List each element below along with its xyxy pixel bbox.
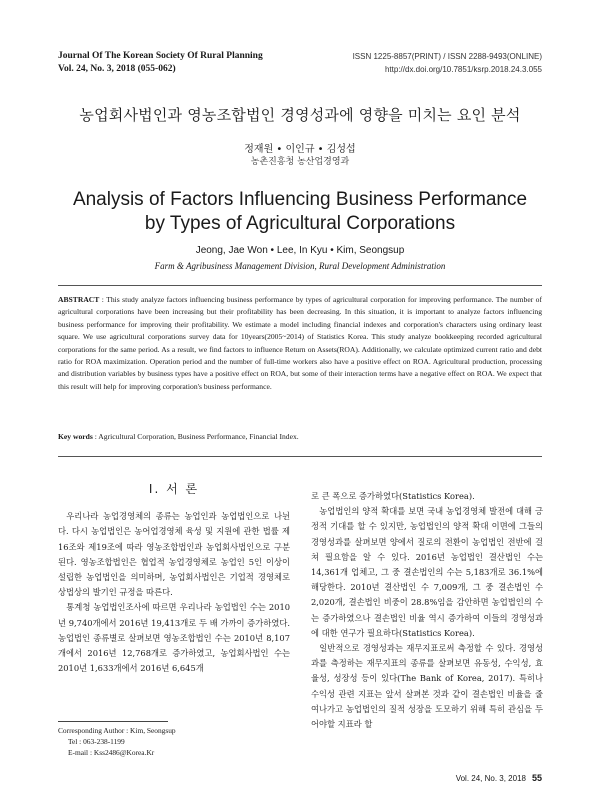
paragraph: 로 큰 폭으로 증가하였다(Statistics Korea).: [311, 491, 475, 501]
doi-link[interactable]: http://dx.doi.org/10.7851/ksrp.2018.24.3.055: [384, 65, 542, 74]
top-rule: [58, 285, 542, 286]
paragraph: 일반적으로 경영성과는 재무지표로써 측정할 수 있다. 경영성과를 측정하는 재무지표의 종류를 살펴보면 유동성, 수익성, 효율성, 성장성 등이 있다(The Bank of Korea, 2017). 특히나 수익성 관련 지표는 앞서 살펴본 것과 같이 결손법인 비율을 줄여나가고 농업법인의 질적 성장을 도모하기 위해 특히 관심을 두어야할 지표라 할: [311, 643, 543, 730]
paragraph: 통계청 농업법인조사에 따르면 우리나라 농업법인 수는 2010년 9,740개에서 2016년 19,413개로 두 배 가까이 증가하였다. 농업법인 종류별로 살펴보면 영농조합법인 수는 2010년 8,107개에서 2016년 12,768개로 증가하였고, 농업회사법인 수는 2010년 1,633개에서 2016년 6,645개: [58, 602, 290, 674]
english-title-line2: by Types of Agricultural Corporations: [144, 213, 456, 234]
journal-volume: Vol. 24, No. 3, 2018 (055-062): [58, 64, 176, 74]
english-authors: Jeong, Jae Won • Lee, In Kyu • Kim, Seongsup: [195, 245, 405, 256]
korean-affiliation: 농촌진흥청 농산업경영과: [250, 157, 350, 167]
keywords: [58, 432, 542, 441]
corresponding-author: Corresponding Author : Kim, Seongsup: [58, 726, 176, 735]
english-title-line1: Analysis of Factors Influencing Business Performance: [72, 189, 528, 210]
issn-header: [353, 50, 542, 76]
footnote: [58, 725, 290, 758]
journal-name: Journal Of The Korean Society Of Rural Planning: [58, 51, 263, 61]
english-affiliation: Farm & Agribusiness Management Division, Rural Development Administration: [154, 261, 446, 271]
bottom-rule: [58, 456, 542, 457]
abstract-label: ABSTRACT: [58, 295, 100, 304]
abstract: [58, 294, 542, 393]
section-title: Ⅰ. 서 론: [148, 482, 200, 496]
korean-authors: 정재원 • 이인규 • 김성섭: [244, 144, 356, 155]
left-column: [58, 482, 290, 676]
footer-issue: Vol. 24, No. 3, 2018: [455, 774, 526, 783]
journal-header: [58, 50, 263, 76]
english-title: [0, 188, 600, 236]
paragraph: 우리나라 농업경영체의 종류는 농업인과 농업법인으로 나뉜다. 다시 농업법인은 농어업경영체 육성 및 지원에 관한 법률 제16조와 제19조에 따라 영농조합법인과 농업회사법인으로 구분된다. 영농조합법인은 협업적 농업경영체로 농업인 5인 이상이 설립한 농업법인을 의미하며, 농업회사법인은 기업적 경영체로 상법상의 발기인 규정을 따른다.: [58, 511, 290, 598]
page-number: 55: [531, 773, 542, 783]
author-tel: Tel : 063-238-1199: [68, 737, 125, 746]
paragraph: 농업법인의 양적 확대를 보면 국내 농업경영체 발전에 대해 긍정적 기대를 할 수 있지만, 농업법인의 양적 확대 이면에 그들의 경영성과를 살펴보면 양에서 질로의 전환이 농업법인 전반에 걸쳐 필요함을 알 수 있다. 2016년 농업법인 결산법인 수는 14,361개 업체고, 그 중 결손법인의 수는 5,183개로 36.1%에 해당한다. 2010년 결산법인 수 7,009개, 그 중 결손법인 수 2,020개, 결손법인 비중이 28.8%임을 감안하면 농업법인의 수는 증가하였으나 결손법인 비율 역시 증가하여 이들의 경영성과에 대한 연구가 필요하다(Statistics Korea).: [311, 506, 543, 638]
keywords-label: Key words: [58, 432, 93, 441]
footnote-rule: [58, 721, 168, 722]
keywords-text: : Agricultural Corporation, Business Performance, Financial Index.: [92, 432, 299, 441]
right-column: [311, 489, 543, 732]
page-footer: [456, 773, 542, 783]
abstract-text: : This study analyze factors influencing business performance by types of agricultural corporation for improving performance. The number of agricultural corporations have been increasing but their profitability has been decreasing. In this situation, it is important to analyze factors influencing business performance for improving their profitability. We estimate a model including financial indexes and corporation's characters using ordinary least square. We use agricultural corporations survey data for 10years(2005~2014) of Statistics Korea. This study analyze bookkeeping recorded agricultural corporations for the same period. As a result, we find factors to influence Return on Assets(ROA). Additionally, we calculate optimized current ratio and debt ratio for ROA maximization. Operation period and the number of full-time workers also have a positive effect on ROA. Agricultural production, processing and distribution variables by business types have a positive effect on ROA, but some of their interaction terms have a negative effect on ROA. We expect that this result will help for improving corporation's business performance.: [58, 295, 542, 391]
issn: ISSN 1225-8857(PRINT) / ISSN 2288-9493(ONLINE): [352, 52, 542, 61]
korean-title: 농업회사법인과 영농조합법인 경영성과에 영향을 미치는 요인 분석: [79, 106, 521, 124]
author-email[interactable]: E-mail : Kss2486@Korea.Kr: [68, 748, 155, 757]
